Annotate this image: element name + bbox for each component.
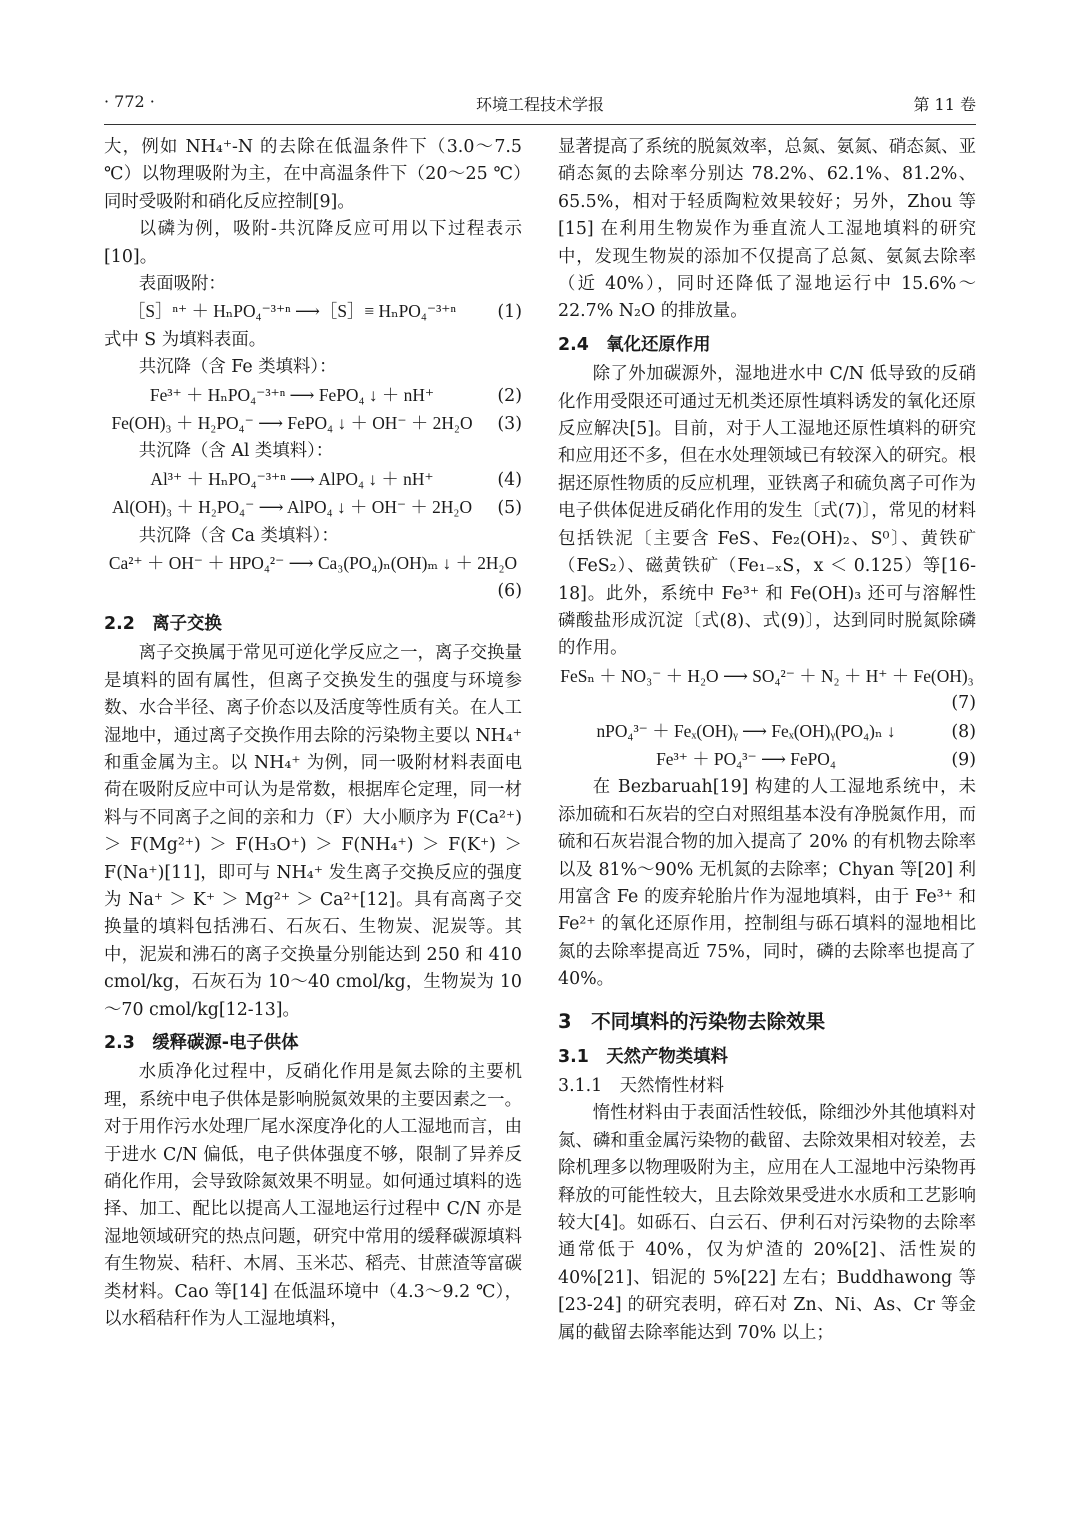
equation-number: (4) bbox=[497, 469, 522, 490]
equation-1 bbox=[104, 298, 522, 326]
equation-formula: Fe³⁺ ＋ PO₄³⁻ ⟶ FePO₄ bbox=[656, 748, 836, 769]
section-heading-3-1-1: 3.1.1 天然惰性材料 bbox=[558, 1076, 724, 1096]
paragraph: 式中 S 为填料表面。 bbox=[104, 329, 267, 350]
equation-8 bbox=[558, 718, 976, 746]
equation-3 bbox=[104, 410, 522, 438]
paragraph: 大，例如 NH₄⁺-N 的去除在低温条件下（3.0～7.5 ℃）以物理吸附为主，在中高温条件下（20～25 ℃）同时受吸附和硝化反应控制[9]。 bbox=[104, 137, 522, 212]
equation-number: (3) bbox=[497, 414, 522, 435]
paragraph: 离子交换属于常见可逆化学反应之一，离子交换量是填料的固有属性，但离子交换发生的强度与环境参数、水合半径、离子价态以及活度等性质有关。在人工湿地中，通过离子交换作用去除的污染物主要以 NH₄⁺ 和重金属为主。以 NH₄⁺ 为例，同一吸附材料表面电荷在吸附反应中可认为是常数，根据库仑定理，同一材料与不同离子之间的亲和力（F）大小顺序为 F(Ca²⁺) ＞ F(Mg²⁺) ＞ F(H₃O⁺) ＞ F(NH₄⁺) ＞ F(K⁺) ＞ F(Na⁺)[11]，即可与 NH₄⁺ 发生离子交换反应的强度为 Na⁺ ＞ K⁺ ＞ Mg²⁺ ＞ Ca²⁺[12]。具有高离子交换量的填料包括沸石、石灰石、生物炭、泥炭等。其中，泥炭和沸石的离子交换量分别能达到 250 和 410 cmol/kg，石灰石为 10～40 cmol/kg，生物炭为 10～70 cmol/kg[12-13]。 bbox=[104, 643, 522, 1020]
paragraph: 水质净化过程中，反硝化作用是氮去除的主要机理，系统中电子供体是影响脱氮效果的主要因素之一。对于用作污水处理厂尾水深度净化的人工湿地而言，由于进水 C/N 偏低，电子供体强度不够，限制了异养反硝化作用，会导致除氮效果不明显。如何通过填料的选择、加工、配比以提高人工湿地运行过程中 C/N 亦是湿地领域研究的热点问题，研究中常用的缓释碳源填料有生物炭、秸秆、木屑、玉米芯、稻壳、甘蔗渣等富碳类材料。Cao 等[14] 在低温环境中（4.3～9.2 ℃），以水稻秸秆作为人工湿地填料， bbox=[104, 1062, 522, 1330]
volume-label: 第 11 卷 bbox=[913, 95, 976, 114]
right-column bbox=[558, 134, 976, 1347]
section-heading-3-1: 3.1 天然产物类填料 bbox=[558, 1046, 728, 1067]
header-rule bbox=[104, 124, 976, 125]
page-number: · 772 · bbox=[104, 92, 155, 111]
section-heading-2-4: 2.4 氧化还原作用 bbox=[558, 334, 711, 355]
equation-formula: Ca²⁺ ＋ OH⁻ ＋ HPO₄²⁻ ⟶ Ca₃(PO₄)ₙ(OH)ₘ ↓ ＋ 2H₂O bbox=[108, 553, 518, 574]
equation-7 bbox=[558, 663, 976, 718]
paragraph: 以磷为例，吸附-共沉降反应可用以下过程表示[10]。 bbox=[104, 219, 522, 267]
equation-5 bbox=[104, 494, 522, 522]
section-heading-2-2: 2.2 离子交换 bbox=[104, 613, 222, 634]
journal-title: 环境工程技术学报 bbox=[475, 95, 604, 114]
equation-9 bbox=[558, 746, 976, 774]
equation-number: (1) bbox=[497, 302, 522, 323]
eq-label: 共沉降（含 Al 类填料）： bbox=[138, 441, 334, 462]
eq-label: 共沉降（含 Fe 类填料）： bbox=[138, 357, 337, 378]
equation-formula: nPO₄³⁻ ＋ Feₓ(OH)ᵧ ⟶ Feₓ(OH)ᵧ(PO₄)ₙ ↓ bbox=[596, 720, 896, 741]
section-heading-3: 3 不同填料的污染物去除效果 bbox=[558, 1009, 826, 1033]
running-header bbox=[104, 92, 976, 120]
equation-6 bbox=[104, 550, 522, 605]
equation-formula: Fe³⁺ ＋ HₙPO₄⁻³⁺ⁿ ⟶ FePO₄ ↓ ＋ nH⁺ bbox=[149, 384, 435, 405]
equation-number: (8) bbox=[951, 721, 976, 742]
equation-formula: FeSₙ ＋ NO₃⁻ ＋ H₂O ⟶ SO₄²⁻ ＋ N₂ ＋ H⁺ ＋ Fe(OH)₃ bbox=[560, 665, 974, 686]
equation-number: (7) bbox=[951, 693, 976, 714]
equation-formula: Fe(OH)₃ ＋ H₂PO₄⁻ ⟶ FePO₄ ↓ ＋ OH⁻ ＋ 2H₂O bbox=[111, 413, 473, 434]
paragraph: 显著提高了系统的脱氮效率，总氮、氨氮、硝态氮、亚硝态氮的去除率分别达 78.2%、62.1%、81.2%、65.5%，相对于轻质陶粒效果较好；另外，Zhou 等[15] 在利用生物炭作为垂直流人工湿地填料的研究中，发现生物炭的添加不仅提高了总氮、氨氮去除率（近 40%），同时还降低了湿地运行中 15.6%～22.7% N₂O 的排放量。 bbox=[558, 137, 976, 322]
equation-4 bbox=[104, 466, 522, 494]
eq-label: 共沉降（含 Ca 类填料）： bbox=[138, 525, 339, 546]
left-column bbox=[104, 134, 522, 1333]
equation-2 bbox=[104, 382, 522, 410]
equation-formula: Al³⁺ ＋ HₙPO₄⁻³⁺ⁿ ⟶ AlPO₄ ↓ ＋ nH⁺ bbox=[150, 468, 434, 489]
section-heading-2-3: 2.3 缓释碳源-电子供体 bbox=[104, 1033, 299, 1053]
paragraph: 在 Bezbaruah[19] 构建的人工湿地系统中，未添加硫和石灰岩的空白对照组基本没有净脱氮作用，而硫和石灰岩混合物的加入提高了 20% 的有机物去除率以及 81%～90% 无机氮的去除率；Chyan 等[20] 利用富含 Fe 的废弃轮胎片作为湿地填料，由于 Fe³⁺ 和 Fe²⁺ 的氧化还原作用，控制组与砾石填料的湿地相比氮的去除率提高近 75%，同时，磷的去除率也提高了 40%。 bbox=[558, 777, 976, 990]
equation-formula: Al(OH)₃ ＋ H₂PO₄⁻ ⟶ AlPO₄ ↓ ＋ OH⁻ ＋ 2H₂O bbox=[111, 497, 473, 518]
equation-number: (9) bbox=[951, 749, 976, 770]
equation-number: (2) bbox=[497, 385, 522, 406]
eq-label: 表面吸附： bbox=[138, 274, 226, 295]
equation-number: (6) bbox=[497, 580, 522, 601]
equation-formula: ［S］ⁿ⁺ ＋ HₙPO₄⁻³⁺ⁿ ⟶［S］≡ HₙPO₄⁻³⁺ⁿ bbox=[128, 301, 456, 322]
paragraph: 除了外加碳源外，湿地进水中 C/N 低导致的反硝化作用受限还可通过无机类还原性填料诱发的氧化还原反应解决[5]。目前，对于人工湿地还原性填料的研究和应用还不多，但在水处理领域已有较深入的研究。根据还原性物质的反应机理，亚铁离子和硫负离子可作为电子供体促进反硝化作用的发生〔式(7)〕，常见的材料包括铁泥〔主要含 FeS、Fe₂(OH)₂、S⁰〕、黄铁矿（FeS₂）、磁黄铁矿（Fe₁₋ₓS，x ＜ 0.125）等[16-18]。此外，系统中 Fe³⁺ 和 Fe(OH)₃ 还可与溶解性磷酸盐形成沉淀〔式(8)、式(9)〕，达到同时脱氮除磷的作用。 bbox=[558, 364, 976, 659]
equation-number: (5) bbox=[497, 498, 522, 519]
paragraph: 惰性材料由于表面活性较低，除细沙外其他填料对氮、磷和重金属污染物的截留、去除效果相对较差，去除机理多以物理吸附为主，应用在人工湿地中污染物再释放的可能性较大，且去除效果受进水水质和工艺影响较大[4]。如砾石、白云石、伊利石对污染物的去除率通常低于 40%，仅为炉渣的 20%[2]、活性炭的 40%[21]、铝泥的 5%[22] 左右；Buddhawong 等[23-24] 的研究表明，碎石对 Zn、Ni、As、Cr 等金属的截留去除率能达到 70% 以上； bbox=[558, 1103, 976, 1343]
